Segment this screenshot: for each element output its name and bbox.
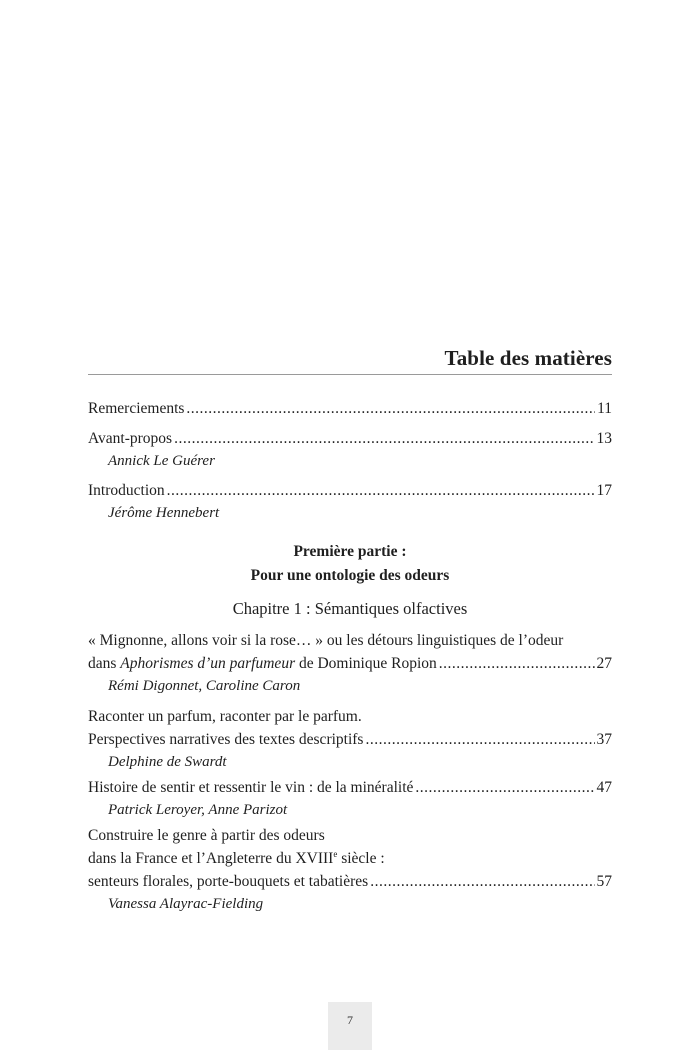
leader-dots (174, 427, 594, 450)
entry-page: 57 (596, 873, 612, 890)
toc-page (88, 0, 612, 1050)
leader-dots (370, 870, 594, 893)
part-heading (88, 540, 612, 588)
toc-entry-construire[interactable] (88, 824, 612, 916)
leader-dots (167, 479, 595, 502)
entry-page: 17 (596, 482, 612, 499)
entry-page: 27 (596, 655, 612, 672)
entry-title-line3: senteurs florales, porte-bouquets et tabatières (88, 873, 369, 890)
entry-page: 47 (596, 779, 612, 796)
entry-title-line2: dans la France et l’Angleterre du XVIIIe siècle : (88, 848, 385, 867)
entry-title-line2: Perspectives narratives des textes descriptifs (88, 731, 364, 748)
entry-author: Rémi Digonnet, Caroline Caron (108, 678, 301, 694)
toc-entry-avant-propos[interactable] (88, 427, 612, 473)
entry-page: 37 (596, 731, 612, 748)
work-title: Aphorismes d’un parfumeur (120, 655, 296, 672)
entry-page: 13 (596, 430, 612, 447)
leader-dots (186, 397, 595, 420)
part-number: Première partie : (293, 543, 407, 560)
entry-author: Delphine de Swardt (108, 754, 227, 770)
chapter-heading: Chapitre 1 : Sémantiques olfactives (232, 599, 468, 618)
entry-title-line1: Construire le genre à partir des odeurs (88, 827, 325, 844)
entry-title: Introduction (88, 482, 165, 499)
title-rule (88, 374, 612, 375)
entry-author: Patrick Leroyer, Anne Parizot (108, 802, 288, 818)
entry-author: Jérôme Hennebert (108, 505, 220, 521)
leader-dots (415, 776, 594, 799)
entry-title: Avant-propos (88, 430, 173, 447)
entry-title-line1: Histoire de sentir et ressentir le vin : de la minéralité (88, 779, 414, 796)
entry-title-line1: « Mignonne, allons voir si la rose… » ou les détours linguistiques de l’odeur (88, 632, 564, 649)
entry-title-line1: Raconter un parfum, raconter par le parfum. (88, 708, 362, 725)
entry-title: Remerciements (88, 400, 185, 417)
toc-entry-raconter[interactable] (88, 705, 612, 774)
leader-dots (365, 728, 594, 751)
page-number: 7 (328, 1002, 372, 1050)
entry-author: Vanessa Alayrac-Fielding (108, 896, 264, 912)
toc-entry-mignonne[interactable] (88, 629, 612, 698)
toc-entry-introduction[interactable] (88, 479, 612, 525)
toc-entry-histoire[interactable] (88, 776, 612, 822)
page-title: Table des matières (444, 346, 612, 370)
entry-title-line2: dans Aphorismes d’un parfumeur de Dominique Ropion (88, 655, 437, 672)
leader-dots (439, 652, 595, 675)
part-title: Pour une ontologie des odeurs (250, 567, 450, 584)
toc-entry-remerciements[interactable] (88, 397, 612, 420)
entry-page: 11 (597, 400, 612, 417)
entry-author: Annick Le Guérer (108, 453, 215, 469)
